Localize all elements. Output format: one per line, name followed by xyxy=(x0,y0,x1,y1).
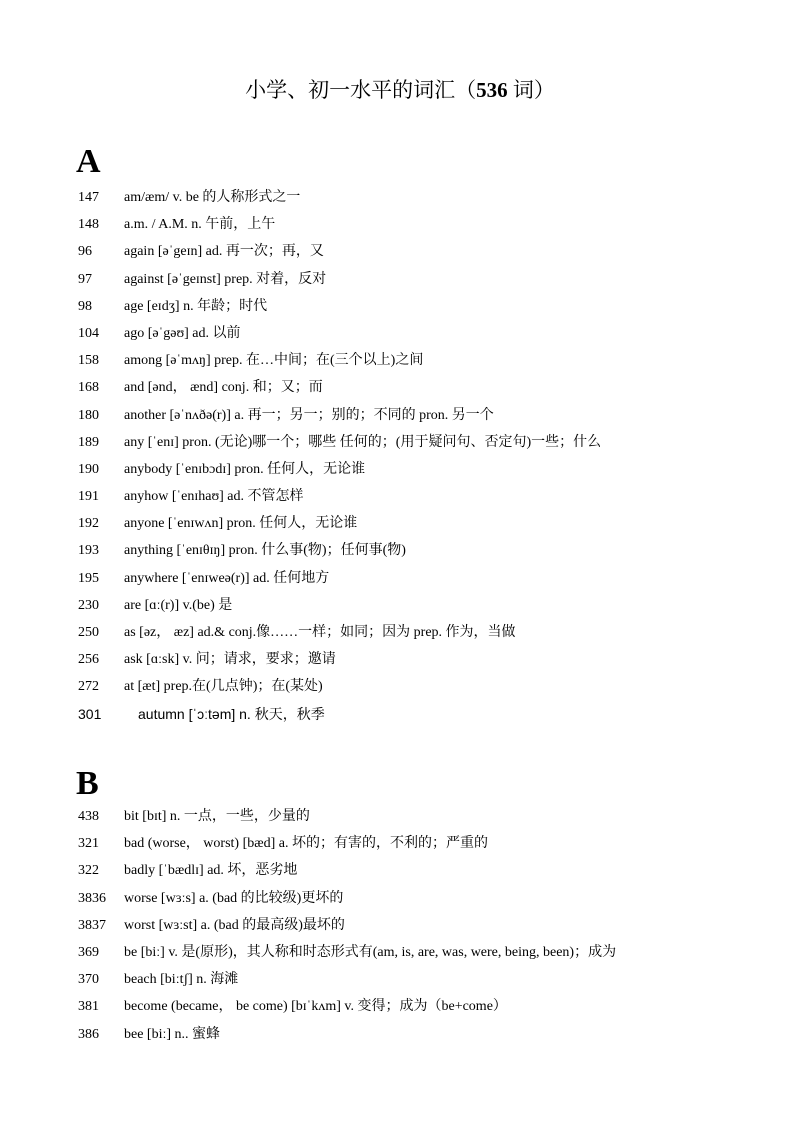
section-letter-a: A xyxy=(76,143,101,180)
entry-definition: anything [ˈenɪθɪŋ] pron. 什么事(物)；任何事(物) xyxy=(124,543,406,559)
vocab-entry xyxy=(0,293,800,320)
entry-number: 321 xyxy=(78,836,99,852)
entry-definition: as [əz， æz] ad.& conj.像……一样；如同；因为 prep. 作为，当做 xyxy=(124,625,516,640)
entry-number: 192 xyxy=(78,516,99,532)
vocab-entry xyxy=(0,592,800,619)
entry-number: 158 xyxy=(78,353,99,369)
entry-number: 386 xyxy=(78,1026,99,1042)
vocab-entry xyxy=(0,456,800,483)
entry-definition: are [ɑː(r)] v.(be) 是 xyxy=(124,597,233,613)
vocab-entry xyxy=(0,1021,800,1048)
vocab-entry xyxy=(0,885,800,912)
entry-definition: against [əˈgeɪnst] prep. 对着，反对 xyxy=(124,271,327,287)
entry-number: 180 xyxy=(78,407,99,423)
entry-number: 148 xyxy=(78,217,99,233)
vocab-entry xyxy=(0,402,800,429)
vocab-entry xyxy=(0,701,800,728)
entry-number: 193 xyxy=(78,543,99,559)
entry-number: 98 xyxy=(78,298,92,314)
entry-number: 189 xyxy=(78,434,99,450)
entry-number: 230 xyxy=(78,597,99,613)
vocab-entry xyxy=(0,184,800,211)
entry-number: 272 xyxy=(78,679,99,695)
entry-definition: again [əˈgeɪn] ad. 再一次；再，又 xyxy=(124,244,324,260)
entry-definition: a.m. / A.M. n. 午前，上午 xyxy=(124,217,276,233)
entry-definition: be [biː] v. 是(原形)，其人称和时态形式有(am, is, are, was, were, being, been)；成为 xyxy=(124,944,617,960)
entry-definition: anywhere [ˈenɪweə(r)] ad. 任何地方 xyxy=(124,570,330,586)
vocab-entry xyxy=(0,619,800,646)
entry-number: 147 xyxy=(78,190,99,205)
entry-number: 104 xyxy=(78,325,99,341)
entry-number: 250 xyxy=(78,625,99,640)
vocab-entry xyxy=(0,912,800,939)
vocab-entry xyxy=(0,803,800,830)
vocab-entry xyxy=(0,238,800,265)
entry-definition: badly [ˈbædlɪ] ad. 坏，恶劣地 xyxy=(124,863,298,879)
title-prefix: 小学、初一水平的词汇（ xyxy=(245,78,477,102)
entry-definition: another [əˈnʌðə(r)] a. 再一；另一；别的；不同的 pron. 另一个 xyxy=(124,407,494,423)
vocab-entry xyxy=(0,429,800,456)
entry-number: 195 xyxy=(78,570,99,586)
vocab-entry xyxy=(0,646,800,673)
section-letter-b: B xyxy=(76,765,99,802)
entry-number: 3837 xyxy=(78,917,106,933)
entry-number: 168 xyxy=(78,380,99,396)
vocab-entry xyxy=(0,374,800,401)
entry-definition: beach [biːtʃ] n. 海滩 xyxy=(124,972,239,988)
vocab-entry xyxy=(0,830,800,857)
entry-definition: at [æt] prep.在(几点钟)；在(某处) xyxy=(124,679,323,695)
entry-definition: become (became， be come) [bɪˈkʌm] v. 变得；成为（be+come） xyxy=(124,999,507,1015)
entry-definition: and [ənd， ænd] conj. 和；又；而 xyxy=(124,380,323,396)
vocab-entry xyxy=(0,857,800,884)
vocab-entry xyxy=(0,939,800,966)
entry-definition: ago [əˈgəʊ] ad. 以前 xyxy=(124,325,241,341)
vocab-entry xyxy=(0,483,800,510)
vocab-entry xyxy=(0,565,800,592)
entry-definition: am/æm/ v. be 的人称形式之一 xyxy=(124,190,301,205)
entry-number: 256 xyxy=(78,652,99,668)
vocab-entry xyxy=(0,347,800,374)
vocab-entry xyxy=(0,211,800,238)
entry-definition: ask [ɑːsk] v. 问；请求，要求；邀请 xyxy=(124,652,336,668)
title-suffix: 词） xyxy=(507,78,555,102)
vocab-entry xyxy=(0,510,800,537)
word-list-a xyxy=(0,184,800,728)
entry-definition: worse [wɜːs] a. (bad 的比较级)更坏的 xyxy=(124,890,344,906)
entry-definition: bee [biː] n.. 蜜蜂 xyxy=(124,1026,221,1042)
entry-number: 96 xyxy=(78,244,92,260)
vocab-entry xyxy=(0,537,800,564)
vocab-entry xyxy=(0,966,800,993)
entry-definition: bad (worse， worst) [bæd] a. 坏的；有害的，不利的；严重的 xyxy=(124,836,488,852)
entry-number: 190 xyxy=(78,461,99,477)
entry-definition: autumn [ˈɔːtəm] n. 秋天，秋季 xyxy=(138,705,325,722)
entry-number: 438 xyxy=(78,809,99,824)
entry-definition: bit [bɪt] n. 一点，一些，少量的 xyxy=(124,809,310,824)
entry-number: 3836 xyxy=(78,890,106,906)
entry-number: 97 xyxy=(78,271,92,287)
entry-number: 301 xyxy=(78,705,102,722)
entry-number: 381 xyxy=(78,999,99,1015)
page-title xyxy=(0,75,800,105)
entry-definition: age [eɪdʒ] n. 年龄；时代 xyxy=(124,298,268,314)
vocab-entry xyxy=(0,673,800,700)
entry-definition: worst [wɜːst] a. (bad 的最高级)最坏的 xyxy=(124,917,345,933)
vocab-entry xyxy=(0,320,800,347)
entry-number: 369 xyxy=(78,944,99,960)
entry-definition: among [əˈmʌŋ] prep. 在…中间；在(三个以上)之间 xyxy=(124,353,424,369)
entry-definition: anyhow [ˈenɪhaʊ] ad. 不管怎样 xyxy=(124,489,304,505)
entry-number: 191 xyxy=(78,489,99,505)
entry-definition: anyone [ˈenɪwʌn] pron. 任何人，无论谁 xyxy=(124,516,358,532)
entry-number: 370 xyxy=(78,972,99,988)
entry-definition: any [ˈenɪ] pron. (无论)哪一个；哪些 任何的；(用于疑问句、否定句)一些；什么 xyxy=(124,434,602,450)
vocab-entry xyxy=(0,993,800,1020)
title-count: 536 xyxy=(476,78,508,102)
word-list-b xyxy=(0,803,800,1048)
vocab-entry xyxy=(0,266,800,293)
entry-number: 322 xyxy=(78,863,99,879)
entry-definition: anybody [ˈenɪbɔdɪ] pron. 任何人，无论谁 xyxy=(124,461,366,477)
